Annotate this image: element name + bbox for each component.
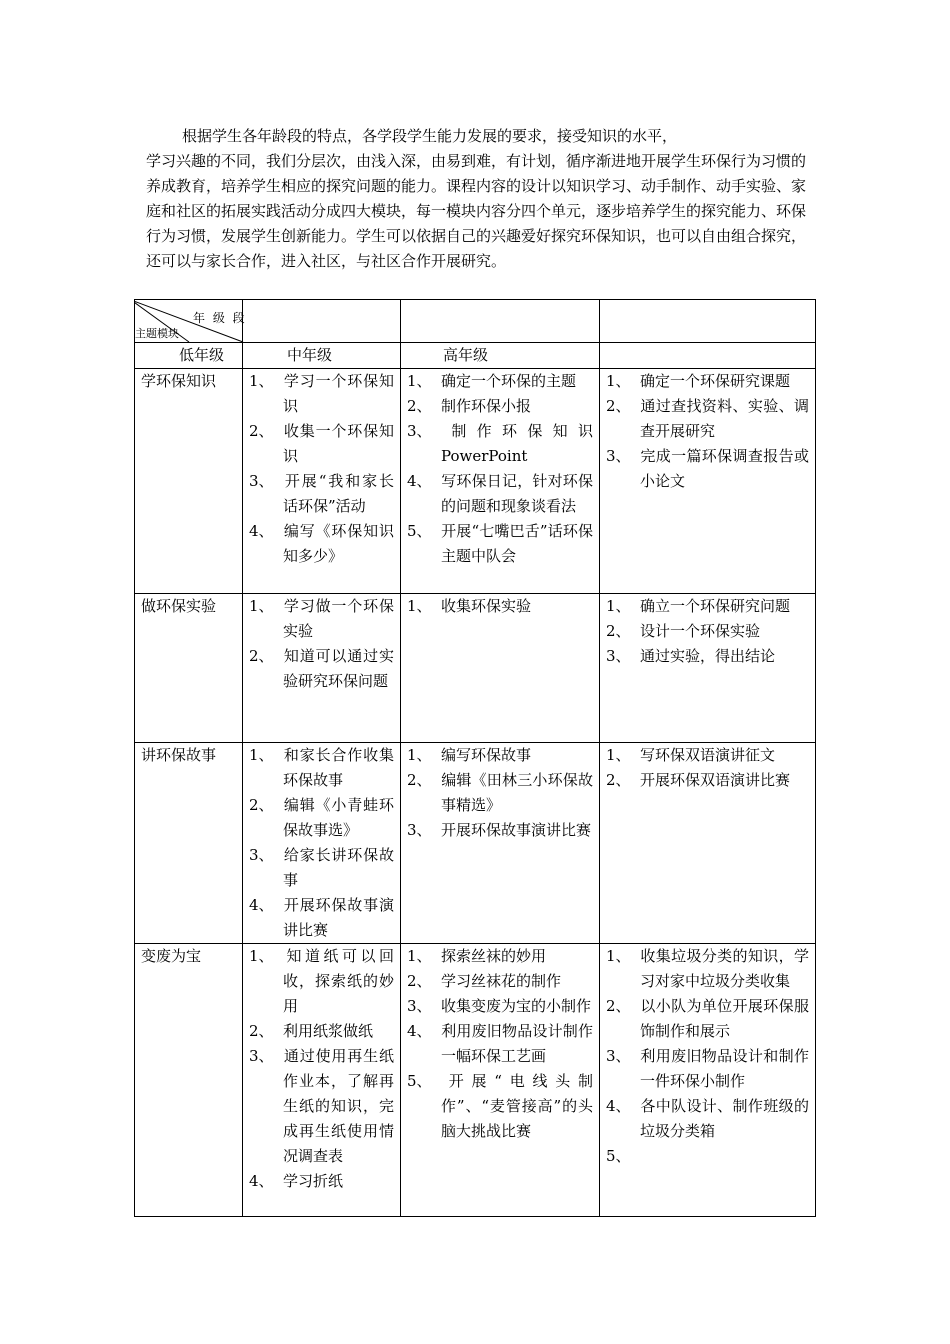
table-row xyxy=(135,743,816,944)
list-item xyxy=(606,1094,809,1144)
item-number: 1、 xyxy=(249,597,274,615)
list-item xyxy=(249,1169,394,1194)
item-text: 收集一个环保知识 xyxy=(283,422,394,465)
item-text: 设计一个环保实验 xyxy=(640,622,761,640)
item-number: 2、 xyxy=(249,647,274,665)
list-item xyxy=(249,1019,394,1044)
item-number: 2、 xyxy=(249,1022,274,1040)
item-text: 利用纸浆做纸 xyxy=(283,1022,374,1040)
mid-grade-cell xyxy=(401,944,600,1217)
mid-grade-cell xyxy=(401,594,600,743)
module-name: 学环保知识 xyxy=(135,369,243,594)
list-item xyxy=(249,594,394,644)
list-item xyxy=(407,1019,593,1069)
item-number: 3、 xyxy=(606,447,631,465)
item-text: 知道纸可以回收，探索纸的妙用 xyxy=(283,947,394,1015)
item-number: 1、 xyxy=(407,746,432,764)
list-item xyxy=(407,1069,593,1144)
item-number: 1、 xyxy=(407,947,432,965)
item-number: 2、 xyxy=(606,622,631,640)
item-number: 1、 xyxy=(606,746,631,764)
item-number: 2、 xyxy=(606,771,631,789)
list-item xyxy=(407,469,593,519)
item-number: 3、 xyxy=(407,821,432,839)
item-text: 收集环保实验 xyxy=(441,597,532,615)
header-row xyxy=(135,300,816,343)
list-item xyxy=(606,444,809,494)
list-item xyxy=(249,644,394,694)
list-item xyxy=(407,519,593,569)
item-number: 2、 xyxy=(606,997,631,1015)
high-grade-cell xyxy=(600,944,816,1217)
item-number: 1、 xyxy=(249,372,274,390)
list-item xyxy=(407,369,593,394)
item-text: 写环保日记，针对环保的问题和现象谈看法 xyxy=(441,472,593,515)
low-grade-cell xyxy=(243,594,401,743)
item-number: 4、 xyxy=(606,1097,631,1115)
high-grade-cell xyxy=(600,594,816,743)
item-number: 1、 xyxy=(249,746,274,764)
list-item xyxy=(407,944,593,969)
item-number: 1、 xyxy=(407,372,432,390)
item-number: 2、 xyxy=(407,771,432,789)
item-number: 3、 xyxy=(249,472,274,490)
item-text: 确定一个环保研究课题 xyxy=(640,372,791,390)
item-text: 知道可以通过实验研究环保问题 xyxy=(283,647,394,690)
item-text: 通过实验，得出结论 xyxy=(640,647,776,665)
module-name: 变废为宝 xyxy=(135,944,243,1217)
list-item xyxy=(407,994,593,1019)
list-item xyxy=(249,944,394,1019)
low-grade-cell xyxy=(243,369,401,594)
item-text: 通过查找资料、实验、调查开展研究 xyxy=(640,397,809,440)
list-item xyxy=(407,419,593,469)
item-number: 2、 xyxy=(249,796,274,814)
table-row xyxy=(135,594,816,743)
item-text: 各中队设计、制作班级的垃圾分类箱 xyxy=(640,1097,809,1140)
list-item xyxy=(606,594,809,619)
table-row xyxy=(135,369,816,594)
item-text: 开展环保故事演讲比赛 xyxy=(441,821,592,839)
intro-first-line: 根据学生各年龄段的特点，各学段学生能力发展的要求，接受知识的水平， xyxy=(182,127,678,145)
list-item xyxy=(606,1144,809,1169)
list-item xyxy=(407,969,593,994)
item-number: 2、 xyxy=(249,422,274,440)
high-grade-cell xyxy=(600,369,816,594)
item-number: 1、 xyxy=(606,947,631,965)
list-item xyxy=(249,469,394,519)
item-text: 收集垃圾分类的知识，学习对家中垃圾分类收集 xyxy=(640,947,809,990)
list-item xyxy=(249,369,394,419)
item-number: 3、 xyxy=(606,647,631,665)
item-number: 3、 xyxy=(249,846,274,864)
item-text: 编辑《田林三小环保故事精选》 xyxy=(441,771,593,814)
diagonal-header-cell xyxy=(135,300,247,343)
item-text: 完成一篇环保调查报告或小论文 xyxy=(640,447,809,490)
item-text: 学习做一个环保实验 xyxy=(283,597,394,640)
level-low: 低年级 xyxy=(135,343,243,369)
item-text: 探索丝袜的妙用 xyxy=(441,947,547,965)
item-text: 开展“七嘴巴舌”话环保主题中队会 xyxy=(441,522,593,565)
item-text: 利用废旧物品设计和制作一件环保小制作 xyxy=(640,1047,809,1090)
item-text: 收集变废为宝的小制作 xyxy=(441,997,592,1015)
header-empty-cell xyxy=(401,300,600,343)
item-text: 编写环保故事 xyxy=(441,746,532,764)
item-number: 5、 xyxy=(407,522,432,540)
item-text: 编写《环保知识知多少》 xyxy=(283,522,394,565)
item-text: 确定一个环保的主题 xyxy=(441,372,577,390)
item-number: 1、 xyxy=(249,947,274,965)
level-mid: 中年级 xyxy=(243,343,401,369)
intro-body: 学习兴趣的不同，我们分层次，由浅入深，由易到难，有计划，循序渐进地开展学生环保行为习惯的养成教育，培养学生相应的探究问题的能力。课程内容的设计以知识学习、动手制作、动手实验、家庭和社区的拓展实践活动分成四大模块，每一模块内容分四个单元，逐步培养学生的探究能力、环保行为习惯，发展学生创新能力。学生可以依据自己的兴趣爱好探究环保知识，也可以自由组合探究，还可以与家长合作，进入社区，与社区合作开展研究。 xyxy=(146,152,807,270)
item-text: 开展“我和家长话环保”活动 xyxy=(283,472,394,515)
item-text: 写环保双语演讲征文 xyxy=(640,746,776,764)
list-item xyxy=(249,843,394,893)
low-grade-cell xyxy=(243,743,401,944)
item-number: 3、 xyxy=(407,997,432,1015)
intro-paragraph xyxy=(146,124,814,274)
item-text: 以小队为单位开展环保服饰制作和展示 xyxy=(640,997,809,1040)
list-item xyxy=(407,594,593,619)
item-number: 4、 xyxy=(407,1022,432,1040)
grade-level-label: 年 级 段 xyxy=(193,311,247,325)
list-item xyxy=(407,768,593,818)
list-item xyxy=(606,743,809,768)
item-number: 5、 xyxy=(606,1147,631,1165)
header-empty-cell xyxy=(600,300,816,343)
mid-grade-cell xyxy=(401,369,600,594)
item-number: 3、 xyxy=(249,1047,274,1065)
list-item xyxy=(606,768,809,793)
item-text: 编辑《小青蛙环保故事选》 xyxy=(283,796,394,839)
item-number: 3、 xyxy=(407,422,432,440)
item-number: 5、 xyxy=(407,1072,432,1090)
item-number: 1、 xyxy=(606,597,631,615)
low-grade-cell xyxy=(243,944,401,1217)
item-number: 4、 xyxy=(407,472,432,490)
item-number: 2、 xyxy=(606,397,631,415)
module-name: 做环保实验 xyxy=(135,594,243,743)
item-text: 开展“电线头制作”、“麦管接高”的头脑大挑战比赛 xyxy=(441,1072,593,1140)
grade-level-row xyxy=(135,343,816,369)
item-number: 1、 xyxy=(606,372,631,390)
list-item xyxy=(249,1044,394,1169)
item-text: 学习折纸 xyxy=(283,1172,344,1190)
item-number: 2、 xyxy=(407,972,432,990)
item-text: 开展环保故事演讲比赛 xyxy=(283,896,394,939)
item-number: 2、 xyxy=(407,397,432,415)
list-item xyxy=(606,619,809,644)
list-item xyxy=(249,519,394,569)
list-item xyxy=(606,394,809,444)
high-grade-cell xyxy=(600,743,816,944)
list-item xyxy=(606,369,809,394)
table-row xyxy=(135,944,816,1217)
item-text: 给家长讲环保故事 xyxy=(283,846,394,889)
item-number: 4、 xyxy=(249,896,274,914)
list-item xyxy=(606,1044,809,1094)
item-text: 学习丝袜花的制作 xyxy=(441,972,562,990)
item-text: 通过使用再生纸作业本，了解再生纸的知识，完成再生纸使用情况调查表 xyxy=(283,1047,394,1165)
module-label: 主题模块 xyxy=(135,327,179,340)
item-text: 学习一个环保知识 xyxy=(283,372,394,415)
item-number: 4、 xyxy=(249,522,274,540)
list-item xyxy=(249,743,394,793)
level-high: 高年级 xyxy=(401,343,600,369)
mid-grade-cell xyxy=(401,743,600,944)
header-empty-cell xyxy=(243,300,401,343)
item-number: 1、 xyxy=(407,597,432,615)
list-item xyxy=(606,944,809,994)
item-text: 利用废旧物品设计制作一幅环保工艺画 xyxy=(441,1022,593,1065)
list-item xyxy=(606,644,809,669)
curriculum-table xyxy=(134,299,816,1217)
list-item xyxy=(249,793,394,843)
item-text: 开展环保双语演讲比赛 xyxy=(640,771,791,789)
item-text: 制作环保知识PowerPoint xyxy=(441,422,593,465)
item-text: 确立一个环保研究问题 xyxy=(640,597,791,615)
level-empty-cell xyxy=(600,343,816,369)
list-item xyxy=(606,994,809,1044)
list-item xyxy=(249,419,394,469)
item-number: 4、 xyxy=(249,1172,274,1190)
item-text: 制作环保小报 xyxy=(441,397,532,415)
module-name: 讲环保故事 xyxy=(135,743,243,944)
list-item xyxy=(407,818,593,843)
item-number: 3、 xyxy=(606,1047,631,1065)
list-item xyxy=(407,743,593,768)
item-text: 和家长合作收集环保故事 xyxy=(283,746,394,789)
list-item xyxy=(249,893,394,943)
list-item xyxy=(407,394,593,419)
